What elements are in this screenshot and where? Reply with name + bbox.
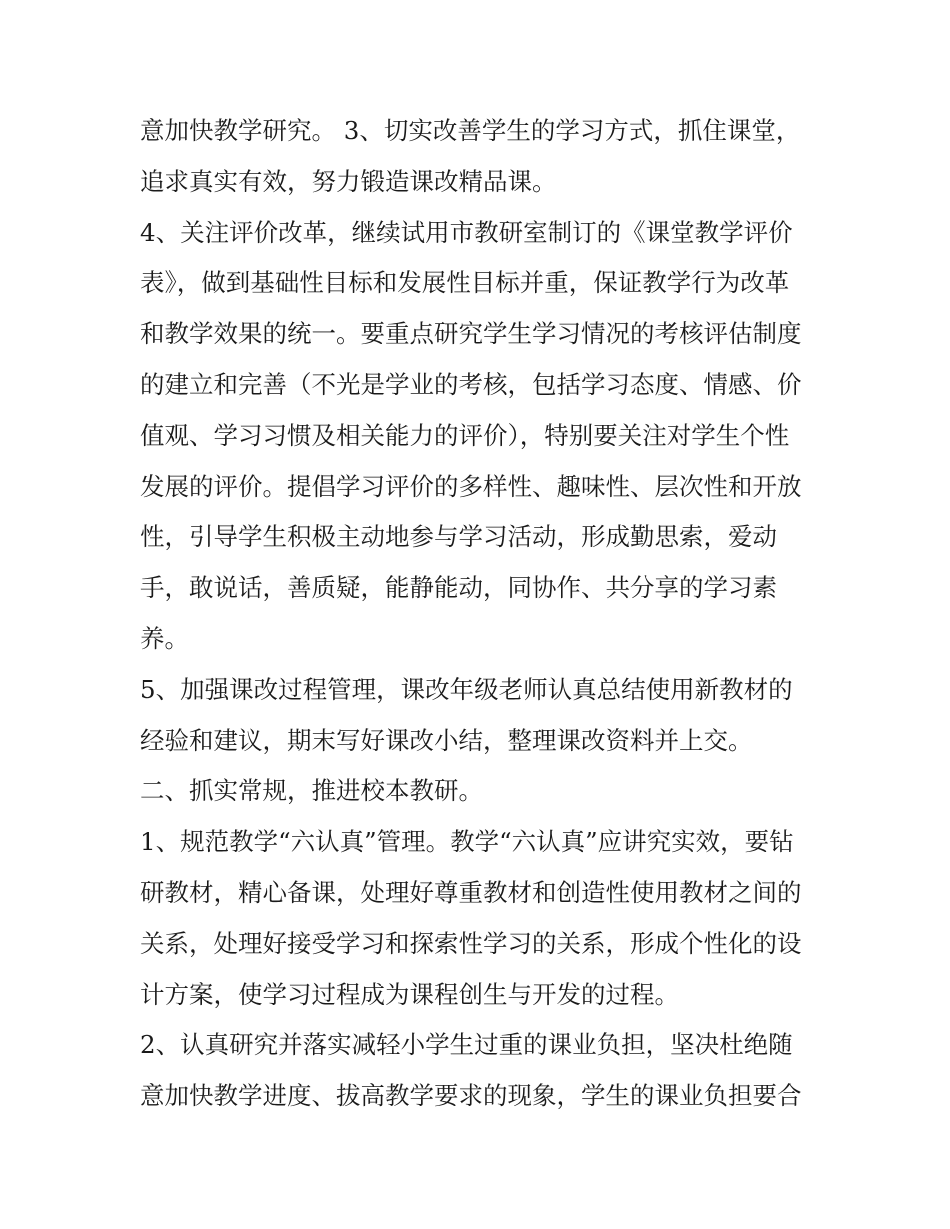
text-line-20: 意加快教学进度、拔高教学要求的现象，学生的课业负担要合 xyxy=(140,1081,802,1111)
document-body xyxy=(140,106,820,1122)
text-line-8: 发展的评价。提倡学习评价的多样性、趣味性、层次性和开放 xyxy=(140,471,802,501)
text-line-4: 表》，做到基础性目标和发展性目标并重，保证教学行为改革 xyxy=(140,268,790,298)
text-line-5: 和教学效果的统一。要重点研究学生学习情况的考核评估制度 xyxy=(140,319,802,349)
text-line-11: 养。 xyxy=(140,623,189,653)
text-line-18: 计方案，使学习过程成为课程创生与开发的过程。 xyxy=(140,979,679,1009)
text-line-12: 5、加强课改过程管理，课改年级老师认真总结使用新教材的 xyxy=(140,674,793,704)
text-line-17: 关系，处理好接受学习和探索性学习的关系，形成个性化的设 xyxy=(140,928,802,958)
text-line-13: 经验和建议，期末写好课改小结，整理课改资料并上交。 xyxy=(140,725,753,755)
text-line-1: 意加快教学研究。 3、切实改善学生的学习方式，抓住课堂， xyxy=(140,116,801,145)
text-line-16: 研教材，精心备课，处理好尊重教材和创造性使用教材之间的 xyxy=(140,877,802,907)
text-line-14: 二、抓实常规，推进校本教研。 xyxy=(140,776,483,806)
text-line-15: 1、规范教学“六认真”管理。教学“六认真”应讲究实效，要钻 xyxy=(140,827,794,857)
text-line-2: 追求真实有效，努力锻造课改精品课。 xyxy=(140,166,557,196)
text-line-3: 4、关注评价改革，继续试用市教研室制订的《课堂教学评价 xyxy=(140,217,793,247)
text-line-19: 2、认真研究并落实减轻小学生过重的课业负担，坚决杜绝随 xyxy=(140,1030,793,1060)
text-line-10: 手，敢说话，善质疑，能静能动，同协作、共分享的学习素 xyxy=(140,573,777,603)
text-line-7: 值观、学习习惯及相关能力的评价），特别要关注对学生个性 xyxy=(140,420,790,450)
text-line-6: 的建立和完善（不光是学业的考核，包括学习态度、情感、价 xyxy=(140,369,802,399)
text-line-9: 性，引导学生积极主动地参与学习活动，形成勤思索，爱动 xyxy=(140,522,777,552)
